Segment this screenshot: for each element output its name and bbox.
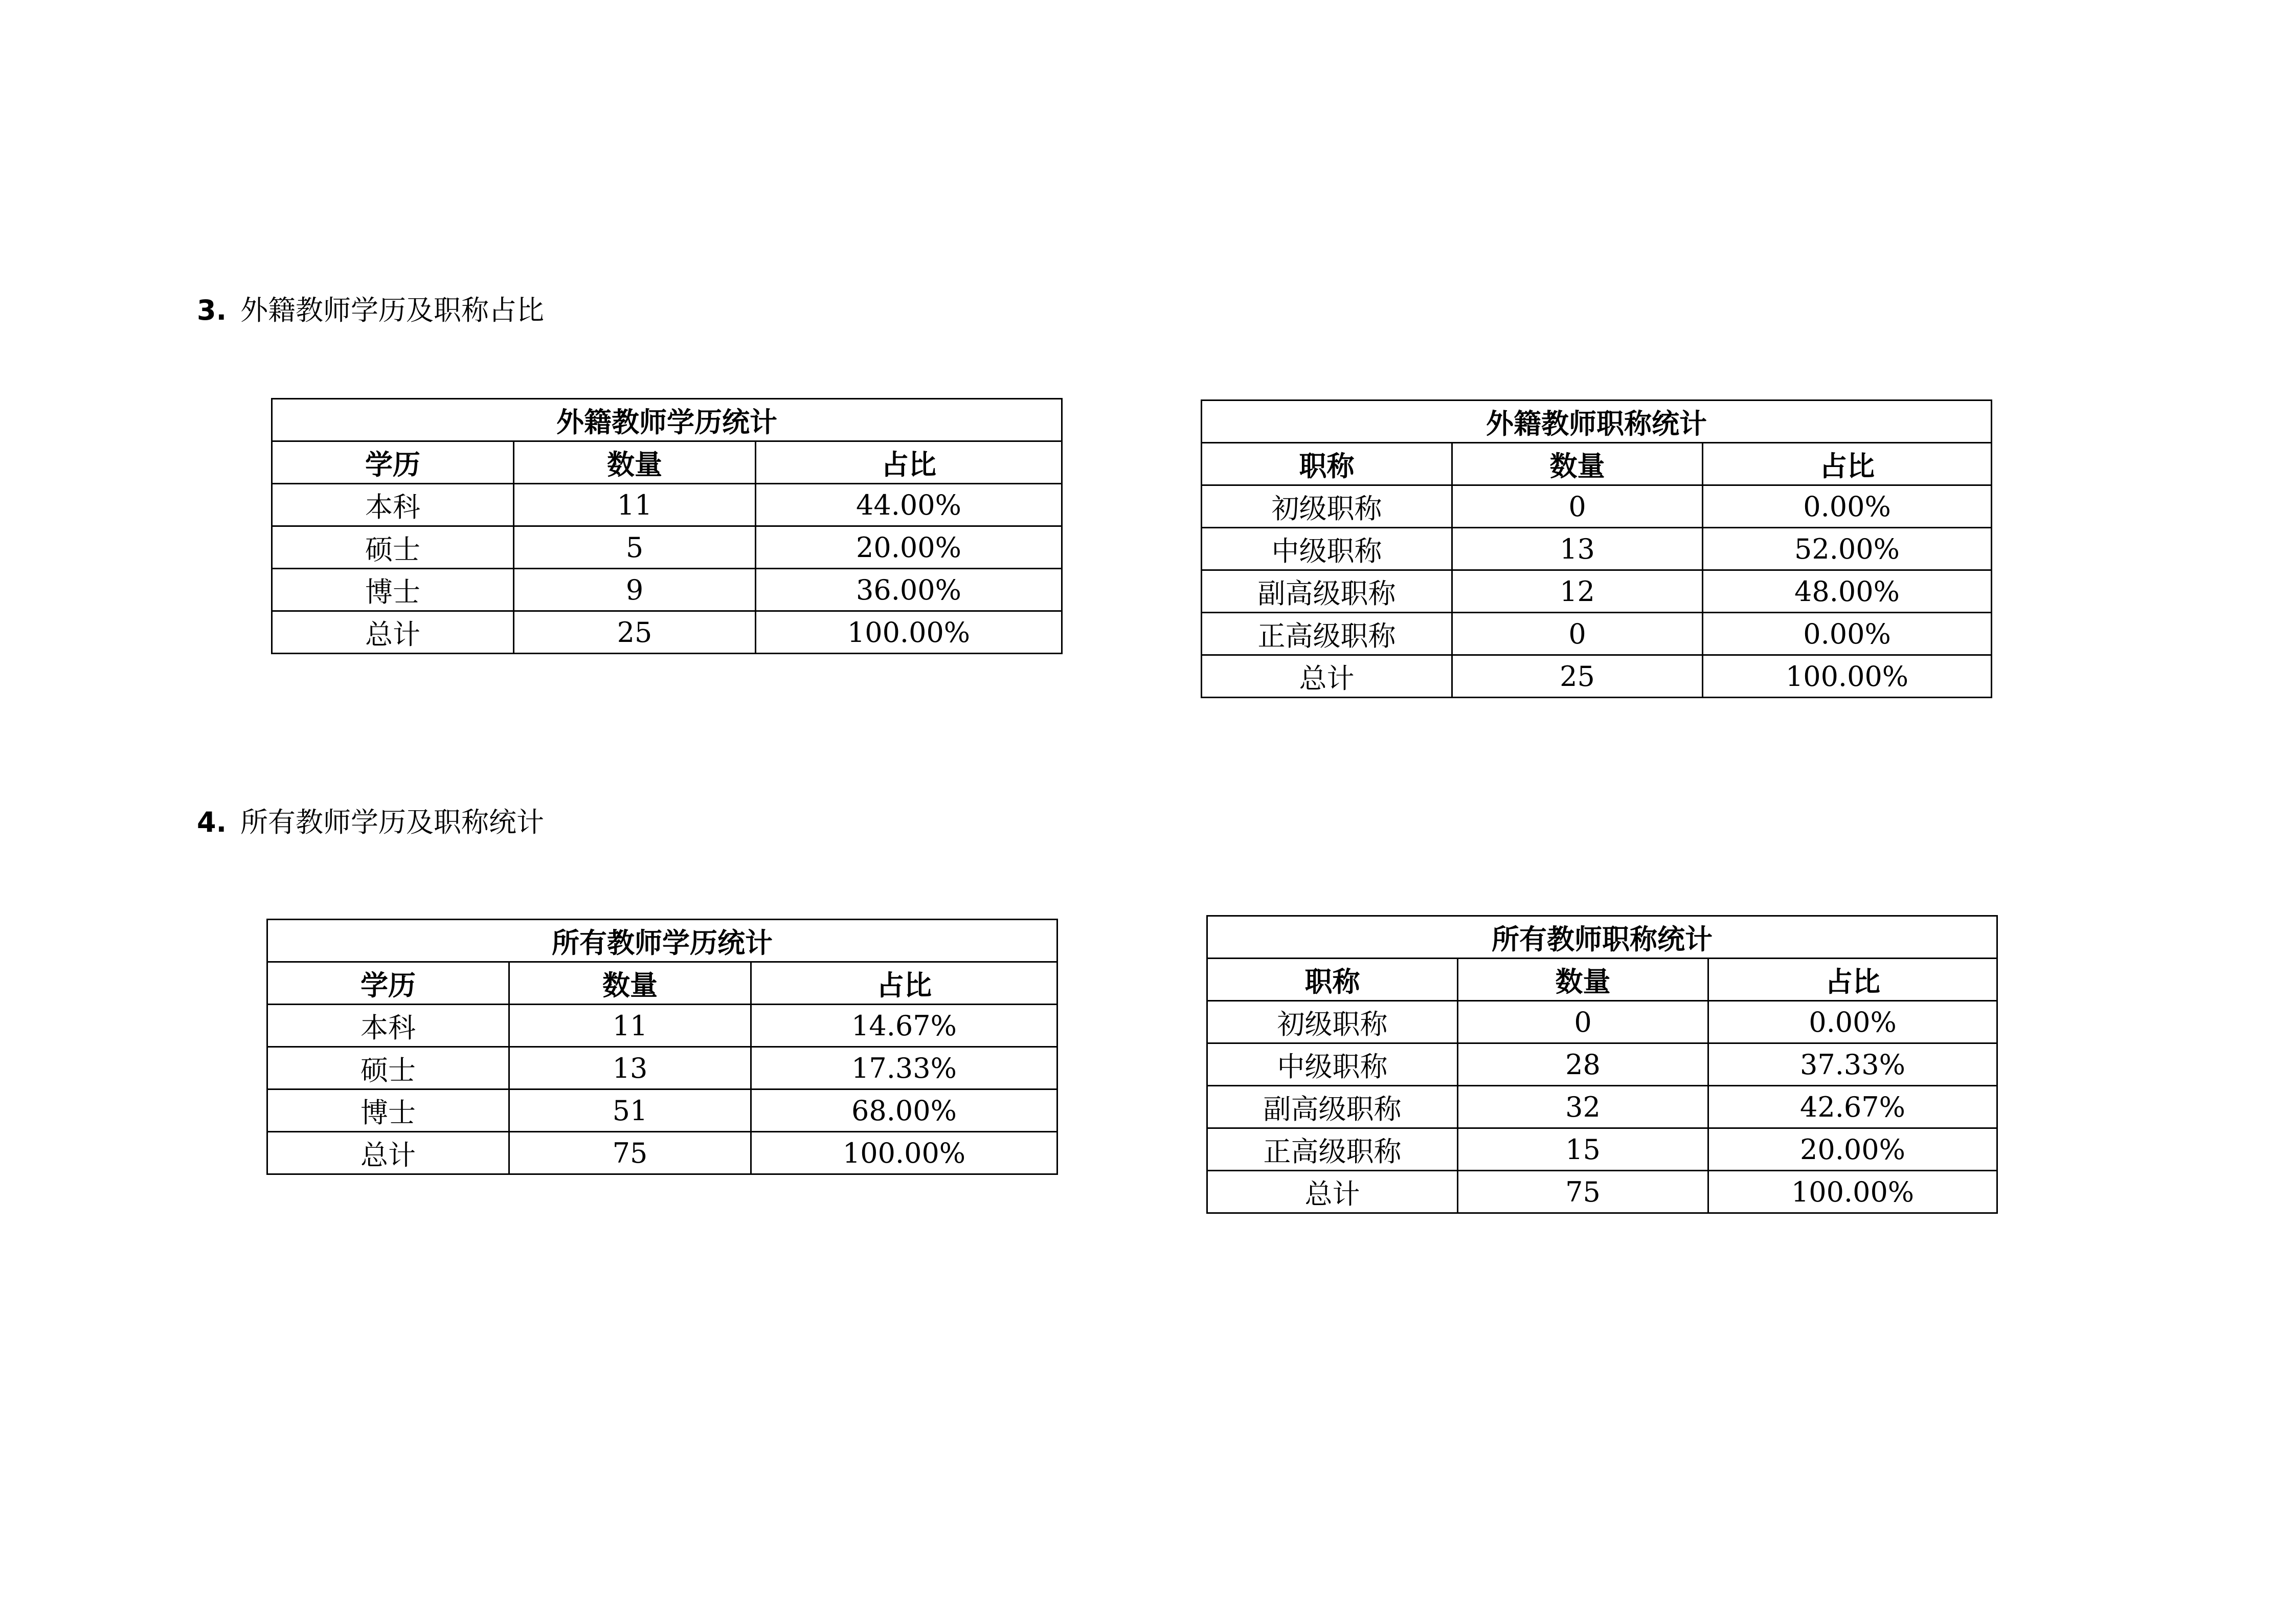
count-cell: 9	[514, 569, 756, 611]
table-row	[267, 1047, 1057, 1089]
table-row	[267, 1089, 1057, 1132]
count-cell: 25	[514, 611, 756, 654]
column-header: 占比	[1708, 959, 1997, 1001]
category-cell: 博士	[272, 569, 514, 611]
section-3-title: 外籍教师学历及职称占比	[240, 294, 544, 326]
column-header: 职称	[1207, 959, 1458, 1001]
percent-cell: 20.00%	[756, 526, 1062, 569]
section-3-number: 3.	[197, 294, 227, 326]
table-title-row	[1207, 916, 1997, 959]
table-header-row	[1207, 959, 1997, 1001]
table-row	[1202, 570, 1992, 613]
section-4-title: 所有教师学历及职称统计	[240, 806, 544, 838]
percent-cell: 48.00%	[1703, 570, 1992, 613]
table-title: 外籍教师学历统计	[272, 399, 1062, 441]
category-cell: 本科	[272, 484, 514, 526]
percent-cell: 100.00%	[1703, 655, 1992, 698]
category-cell: 本科	[267, 1005, 509, 1047]
table-row	[272, 569, 1062, 611]
count-cell: 0	[1452, 613, 1703, 655]
category-cell: 中级职称	[1207, 1043, 1458, 1086]
percent-cell: 52.00%	[1703, 528, 1992, 570]
count-cell: 5	[514, 526, 756, 569]
category-cell: 博士	[267, 1089, 509, 1132]
category-cell: 初级职称	[1202, 485, 1452, 528]
table-total-row	[267, 1132, 1057, 1174]
count-cell: 0	[1458, 1001, 1708, 1043]
category-cell: 总计	[272, 611, 514, 654]
table-row	[272, 526, 1062, 569]
column-header: 学历	[272, 441, 514, 484]
column-header: 数量	[509, 962, 751, 1005]
column-header: 职称	[1202, 443, 1452, 485]
count-cell: 13	[509, 1047, 751, 1089]
column-header: 数量	[514, 441, 756, 484]
count-cell: 25	[1452, 655, 1703, 698]
table-total-row	[1207, 1171, 1997, 1213]
table-row	[267, 1005, 1057, 1047]
percent-cell: 0.00%	[1703, 485, 1992, 528]
percent-cell: 36.00%	[756, 569, 1062, 611]
column-header: 占比	[751, 962, 1057, 1005]
foreign-teacher-title-table	[1201, 399, 1992, 698]
table-row	[1202, 528, 1992, 570]
table-row	[1207, 1001, 1997, 1043]
count-cell: 75	[1458, 1171, 1708, 1213]
table-title-row	[267, 920, 1057, 962]
column-header: 学历	[267, 962, 509, 1005]
category-cell: 硕士	[272, 526, 514, 569]
count-cell: 11	[509, 1005, 751, 1047]
category-cell: 初级职称	[1207, 1001, 1458, 1043]
table-total-row	[272, 611, 1062, 654]
count-cell: 13	[1452, 528, 1703, 570]
percent-cell: 44.00%	[756, 484, 1062, 526]
percent-cell: 100.00%	[756, 611, 1062, 654]
foreign-teacher-degree-table	[271, 398, 1063, 654]
count-cell: 28	[1458, 1043, 1708, 1086]
table-total-row	[1202, 655, 1992, 698]
percent-cell: 37.33%	[1708, 1043, 1997, 1086]
table-header-row	[272, 441, 1062, 484]
count-cell: 32	[1458, 1086, 1708, 1128]
table-title: 所有教师职称统计	[1207, 916, 1997, 959]
section-4-number: 4.	[197, 806, 227, 838]
category-cell: 总计	[1207, 1171, 1458, 1213]
table-title: 所有教师学历统计	[267, 920, 1057, 962]
table-row	[272, 484, 1062, 526]
table-title-row	[272, 399, 1062, 441]
count-cell: 15	[1458, 1128, 1708, 1171]
column-header: 占比	[1703, 443, 1992, 485]
percent-cell: 20.00%	[1708, 1128, 1997, 1171]
percent-cell: 68.00%	[751, 1089, 1057, 1132]
count-cell: 51	[509, 1089, 751, 1132]
percent-cell: 14.67%	[751, 1005, 1057, 1047]
table-row	[1207, 1128, 1997, 1171]
category-cell: 正高级职称	[1202, 613, 1452, 655]
section-3-heading	[197, 293, 544, 328]
percent-cell: 0.00%	[1703, 613, 1992, 655]
category-cell: 正高级职称	[1207, 1128, 1458, 1171]
column-header: 占比	[756, 441, 1062, 484]
table-title: 外籍教师职称统计	[1202, 401, 1992, 443]
category-cell: 总计	[1202, 655, 1452, 698]
count-cell: 11	[514, 484, 756, 526]
percent-cell: 100.00%	[1708, 1171, 1997, 1213]
percent-cell: 42.67%	[1708, 1086, 1997, 1128]
table-header-row	[267, 962, 1057, 1005]
table-header-row	[1202, 443, 1992, 485]
category-cell: 副高级职称	[1202, 570, 1452, 613]
count-cell: 0	[1452, 485, 1703, 528]
count-cell: 12	[1452, 570, 1703, 613]
column-header: 数量	[1452, 443, 1703, 485]
percent-cell: 100.00%	[751, 1132, 1057, 1174]
category-cell: 中级职称	[1202, 528, 1452, 570]
table-row	[1202, 613, 1992, 655]
section-4-heading	[197, 805, 544, 840]
percent-cell: 17.33%	[751, 1047, 1057, 1089]
category-cell: 总计	[267, 1132, 509, 1174]
table-title-row	[1202, 401, 1992, 443]
all-teacher-degree-table	[266, 919, 1058, 1175]
table-row	[1207, 1043, 1997, 1086]
category-cell: 硕士	[267, 1047, 509, 1089]
all-teacher-title-table	[1206, 915, 1998, 1214]
percent-cell: 0.00%	[1708, 1001, 1997, 1043]
count-cell: 75	[509, 1132, 751, 1174]
category-cell: 副高级职称	[1207, 1086, 1458, 1128]
table-row	[1202, 485, 1992, 528]
table-row	[1207, 1086, 1997, 1128]
column-header: 数量	[1458, 959, 1708, 1001]
